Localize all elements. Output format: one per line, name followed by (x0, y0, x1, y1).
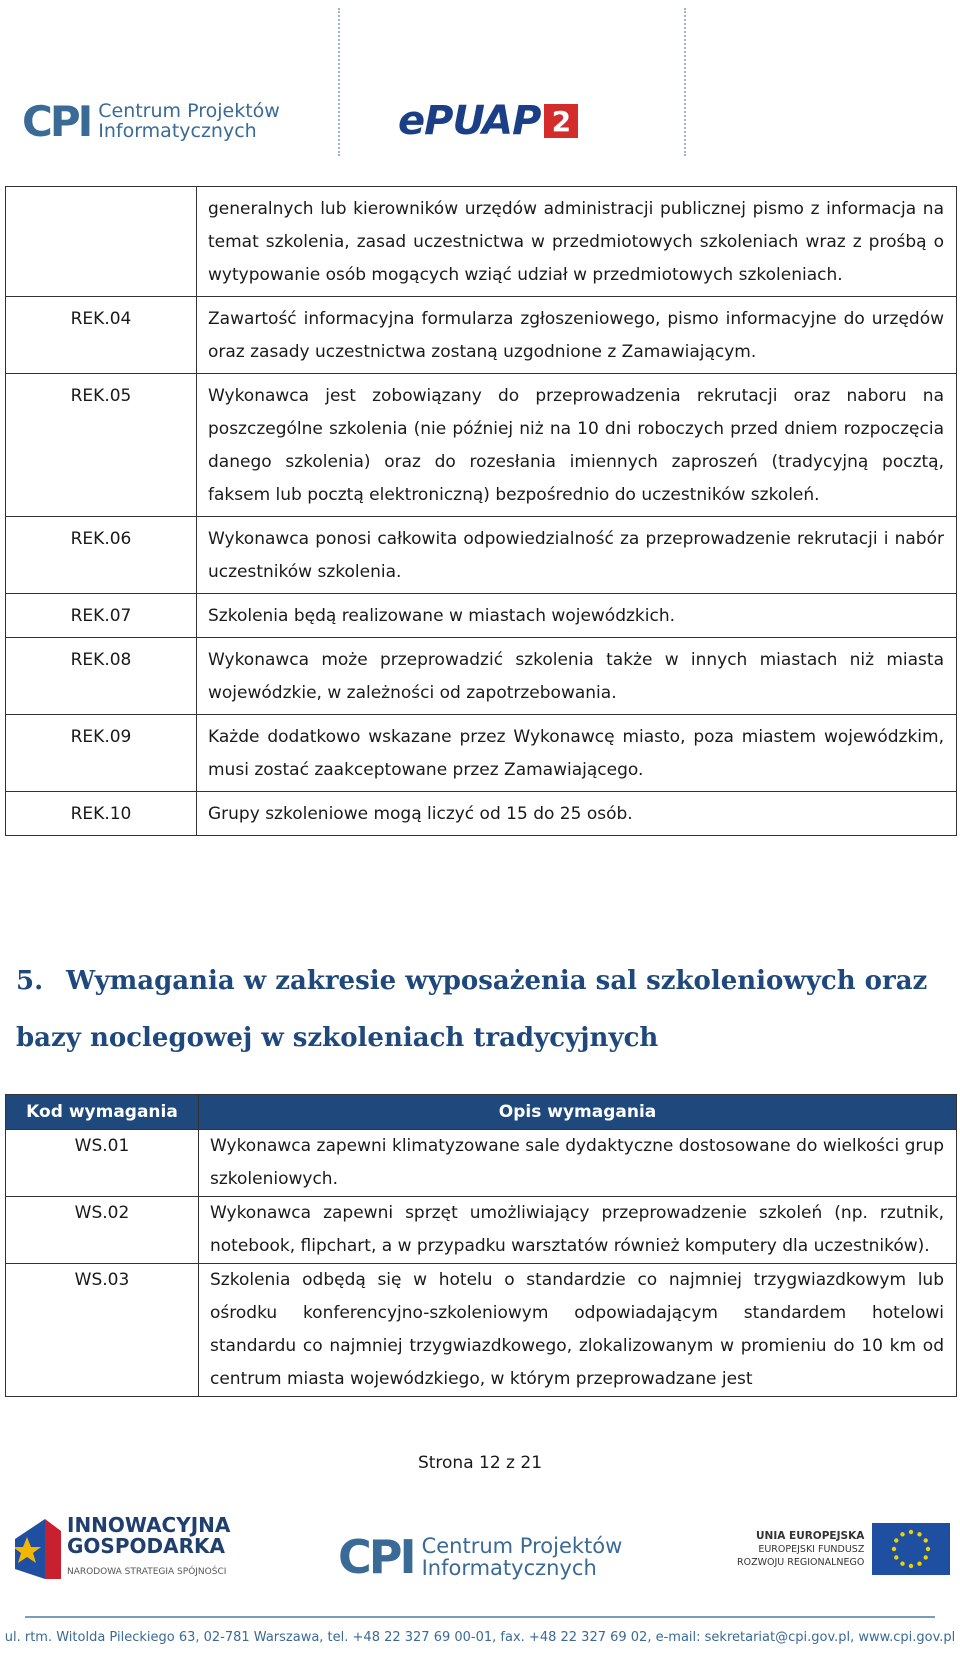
requirement-code: REK.09 (6, 715, 197, 792)
requirement-code: REK.07 (6, 594, 197, 638)
table-row (6, 638, 957, 715)
cpi-footer-logo-mark: CPI (338, 1530, 414, 1584)
requirement-text: Wykonawca zapewni sprzęt umożliwiający przeprowadzenie szkoleń (np. rzutnik, notebook, flipchart, a w przypadku warsztatów również komputery dla uczestników). (199, 1197, 957, 1264)
requirement-text: Zawartość informacyjna formularza zgłoszeniowego, pismo informacyjne do urzędów oraz zasady uczestnictwa zostaną uzgodnione z Zamawiającym. (197, 297, 957, 374)
epuap-logo-badge: 2 (544, 104, 578, 138)
requirements-table-rek (5, 186, 957, 836)
requirement-text: Wykonawca może przeprowadzić szkolenia także w innych miastach niż miasta wojewódzkie, w zależności od zapotrzebowania. (197, 638, 957, 715)
requirement-text: Wykonawca ponosi całkowita odpowiedzialność za przeprowadzenie rekrutacji i nabór uczestników szkolenia. (197, 517, 957, 594)
requirement-text: Wykonawca jest zobowiązany do przeprowadzenia rekrutacji oraz naboru na poszczególne szkolenia (nie później niż na 10 dni roboczych przed dniem rozpoczęcia danego szkolenia) oraz do rozesłania imiennych zaproszeń (tradycyjną pocztą, faksem lub pocztą elektroniczną) bezpośrednio do uczestników szkoleń. (197, 374, 957, 517)
eu-logo (737, 1523, 950, 1575)
requirement-code: REK.04 (6, 297, 197, 374)
table-row (6, 594, 957, 638)
eu-logo-line3: ROZWOJU REGIONALNEGO (737, 1556, 865, 1568)
requirement-code: WS.03 (6, 1264, 199, 1397)
cpi-logo (22, 97, 280, 146)
table-row (6, 517, 957, 594)
cpi-footer-logo (338, 1530, 622, 1584)
table-row (6, 1130, 957, 1197)
table-row (6, 297, 957, 374)
requirement-code: REK.06 (6, 517, 197, 594)
eu-flag-icon (872, 1523, 950, 1575)
requirement-code (6, 187, 197, 297)
footer-rule (25, 1616, 935, 1618)
section-heading (16, 953, 946, 1067)
ig-logo-line1: INNOWACYJNA (67, 1513, 231, 1537)
requirement-code: REK.05 (6, 374, 197, 517)
innowacyjna-gospodarka-logo (15, 1515, 230, 1583)
header-description: Opis wymagania (199, 1095, 957, 1130)
table-header-row (6, 1095, 957, 1130)
ig-logo-sub: NARODOWA STRATEGIA SPÓJNOŚCI (67, 1567, 227, 1577)
header-divider-left (338, 8, 340, 156)
cpi-footer-logo-line1: Centrum Projektów (421, 1533, 623, 1558)
requirement-text: Szkolenia odbędą się w hotelu o standardzie co najmniej trzygwiazdkowym lub ośrodku konferencyjno-szkoleniowym odpowiadającym standardem hotelowi standardu co najmniej trzygwiazdkowego, zlokalizowanym w promieniu do 10 km od centrum miasta wojewódzkiego, w którym przeprowadzane jest (199, 1264, 957, 1397)
page-number: Strona 12 z 21 (417, 1453, 543, 1473)
epuap-logo-word: ePUAP (398, 98, 541, 144)
section-title: Wymagania w zakresie wyposażenia sal szkoleniowych oraz bazy noclegowej w szkoleniach tradycyjnych (16, 966, 928, 1053)
eu-logo-line2: EUROPEJSKI FUNDUSZ (758, 1543, 865, 1555)
requirement-text: Każde dodatkowo wskazane przez Wykonawcę miasto, poza miastem wojewódzkim, musi zostać zaakceptowane przez Zamawiającego. (197, 715, 957, 792)
cpi-logo-mark: CPI (22, 97, 91, 146)
table-row (6, 1197, 957, 1264)
table-row (6, 792, 957, 836)
header-code: Kod wymagania (6, 1095, 199, 1130)
requirement-text: Wykonawca zapewni klimatyzowane sale dydaktyczne dostosowane do wielkości grup szkoleniowych. (199, 1130, 957, 1197)
requirement-code: WS.01 (6, 1130, 199, 1197)
epuap-logo (398, 98, 578, 144)
table-row (6, 715, 957, 792)
footer-address: ul. rtm. Witolda Pileckiego 63, 02-781 Warszawa, tel. +48 22 327 69 00-01, fax. +48 22 327 69 02, e-mail: sekretariat@cpi.gov.pl, www.cpi.gov.pl (4, 1630, 956, 1645)
requirement-code: REK.08 (6, 638, 197, 715)
requirement-text: Szkolenia będą realizowane w miastach wojewódzkich. (197, 594, 957, 638)
requirement-text: Grupy szkoleniowe mogą liczyć od 15 do 25 osób. (197, 792, 957, 836)
requirement-text: generalnych lub kierowników urzędów administracji publicznej pismo z informacja na temat szkolenia, zasad uczestnictwa w przedmiotowych szkoleniach wraz z prośbą o wytypowanie osób mogących wziąć udział w przedmiotowych szkoleniach. (197, 187, 957, 297)
header-divider-right (684, 8, 686, 156)
section-number: 5. (16, 966, 44, 996)
eu-logo-line1: UNIA EUROPEJSKA (756, 1529, 865, 1542)
table-row (6, 374, 957, 517)
requirements-table-ws (5, 1094, 957, 1397)
ig-logo-line2: GOSPODARKA (67, 1534, 225, 1558)
cpi-footer-logo-line2: Informatycznych (421, 1556, 597, 1580)
table-row (6, 187, 957, 297)
table-row (6, 1264, 957, 1397)
cpi-logo-line1: Centrum Projektów (98, 99, 280, 122)
requirement-code: REK.10 (6, 792, 197, 836)
cpi-logo-line2: Informatycznych (98, 119, 257, 142)
star-icon (15, 1519, 61, 1579)
requirement-code: WS.02 (6, 1197, 199, 1264)
